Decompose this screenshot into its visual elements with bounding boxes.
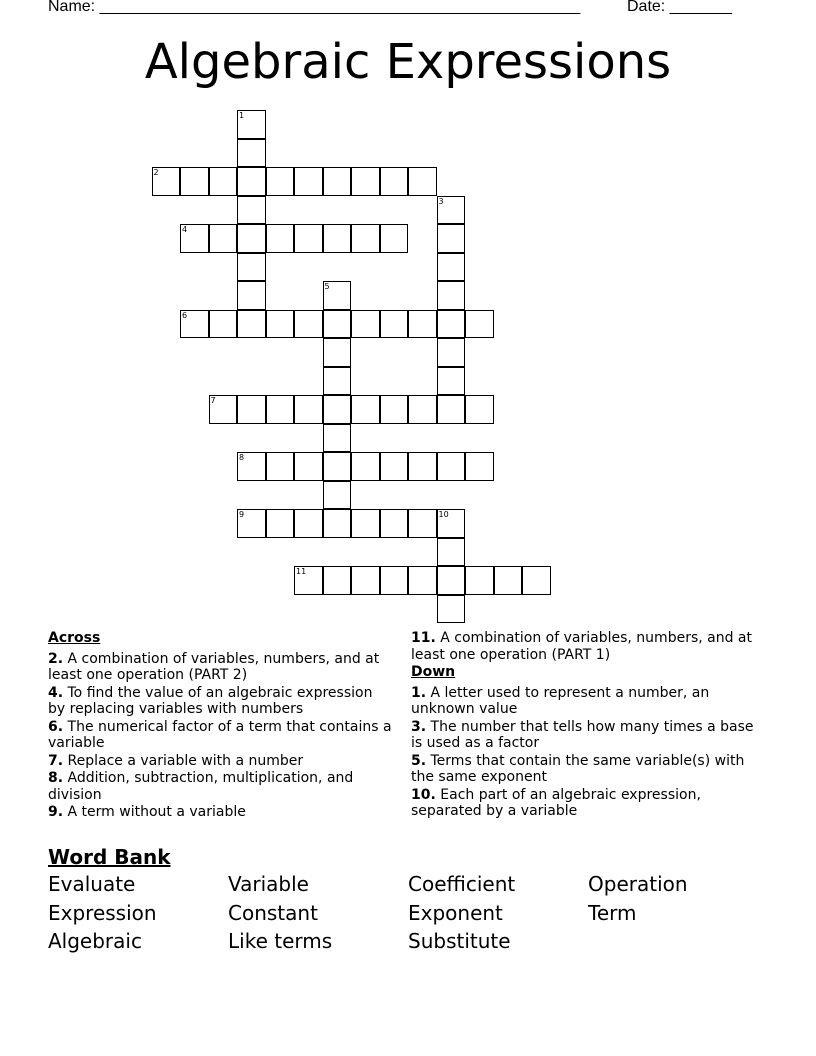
- crossword-cell[interactable]: [351, 167, 380, 196]
- clue-item: [48, 719, 393, 752]
- clue-item: [48, 651, 393, 684]
- crossword-cell[interactable]: [408, 452, 437, 481]
- clue-item-text: Each part of an algebraic expression, separated by a variable: [411, 786, 701, 819]
- crossword-cell[interactable]: [237, 452, 266, 481]
- word-bank-item: Substitute: [408, 929, 511, 953]
- clues-left-column: [48, 630, 393, 822]
- word-bank-item: Exponent: [408, 900, 503, 925]
- clue-item-number: 2.: [48, 650, 64, 667]
- clue-item-number: 5.: [411, 752, 427, 769]
- crossword-cell[interactable]: [408, 310, 437, 339]
- word-bank-item: Evaluate: [48, 872, 136, 896]
- crossword-cell[interactable]: [323, 367, 352, 396]
- crossword-cell[interactable]: [465, 566, 494, 595]
- clues-right-column: [411, 630, 756, 821]
- crossword-cell[interactable]: [437, 566, 466, 595]
- down-clue-list: [411, 685, 756, 820]
- crossword-cell[interactable]: [266, 167, 295, 196]
- crossword-cell[interactable]: [323, 509, 352, 538]
- crossword-cell[interactable]: [437, 538, 466, 567]
- word-bank-item: Constant: [228, 900, 318, 925]
- word-bank-item: Algebraic: [48, 929, 142, 953]
- crossword-cell[interactable]: [351, 509, 380, 538]
- crossword-cell[interactable]: [380, 395, 409, 424]
- clue-number: 3: [438, 196, 444, 206]
- crossword-cell[interactable]: [294, 452, 323, 481]
- crossword-cell[interactable]: [209, 395, 238, 424]
- crossword-cell[interactable]: [465, 395, 494, 424]
- word-bank-title: Word Bank: [48, 845, 171, 869]
- crossword-cell[interactable]: [351, 310, 380, 339]
- clue-item: [48, 685, 393, 718]
- crossword-cell[interactable]: [180, 167, 209, 196]
- crossword-cell[interactable]: [380, 452, 409, 481]
- clue-item-text: A combination of variables, numbers, and at least one operation (PART 2): [48, 650, 380, 683]
- clue-item-text: The number that tells how many times a base is used as a factor: [411, 718, 754, 751]
- crossword-cell[interactable]: [380, 509, 409, 538]
- crossword-cell[interactable]: [351, 566, 380, 595]
- crossword-cell[interactable]: [351, 224, 380, 253]
- crossword-cell[interactable]: [294, 566, 323, 595]
- crossword-cell[interactable]: [494, 566, 523, 595]
- down-heading: Down: [411, 664, 456, 680]
- crossword-cell[interactable]: [209, 167, 238, 196]
- word-bank-item: Expression: [48, 900, 157, 925]
- crossword-cell[interactable]: [180, 224, 209, 253]
- crossword-cell[interactable]: [266, 310, 295, 339]
- crossword-cell[interactable]: [380, 167, 409, 196]
- crossword-cell[interactable]: [408, 509, 437, 538]
- clue-number: 5: [324, 282, 330, 291]
- clue-number: 8: [239, 453, 245, 462]
- clue-item-number: 7.: [48, 752, 64, 769]
- crossword-cell[interactable]: [266, 395, 295, 424]
- crossword-cell[interactable]: [209, 224, 238, 253]
- clue-item-number: 6.: [48, 718, 64, 735]
- crossword-cell[interactable]: [323, 395, 352, 424]
- clue-item: [411, 685, 756, 718]
- crossword-cell[interactable]: [437, 595, 466, 624]
- crossword-cell[interactable]: [437, 452, 466, 481]
- crossword-cell[interactable]: [437, 338, 466, 367]
- clue-item-text: Terms that contain the same variable(s) with the same exponent: [411, 752, 745, 785]
- clue-item-text: A term without a variable: [63, 804, 246, 820]
- crossword-cell[interactable]: [266, 452, 295, 481]
- crossword-cell[interactable]: [408, 566, 437, 595]
- crossword-cell[interactable]: [437, 224, 466, 253]
- clue-item: [411, 719, 756, 752]
- clue-item-number: 11.: [411, 630, 436, 646]
- crossword-cell[interactable]: [408, 395, 437, 424]
- crossword-cell[interactable]: [323, 310, 352, 339]
- crossword-cell[interactable]: [437, 395, 466, 424]
- clue-item-text: To find the value of an algebraic expression by replacing variables with numbers: [48, 684, 373, 717]
- clue-item: [411, 630, 756, 663]
- clue-item-text: Addition, subtraction, multiplication, and division: [48, 770, 354, 803]
- word-bank-item: Variable: [228, 872, 309, 896]
- clue-item-number: 3.: [411, 718, 427, 735]
- crossword-cell[interactable]: [323, 452, 352, 481]
- across-clue-list-continued: [411, 630, 756, 663]
- clue-item: [48, 770, 393, 803]
- crossword-cell[interactable]: [380, 566, 409, 595]
- crossword-cell[interactable]: [380, 224, 409, 253]
- crossword-cell[interactable]: [437, 281, 466, 310]
- crossword-cell[interactable]: [437, 509, 466, 538]
- page-title: Algebraic Expressions: [144, 34, 672, 90]
- crossword-cell[interactable]: [237, 224, 266, 253]
- crossword-cell[interactable]: [209, 310, 238, 339]
- clue-number: 6: [182, 310, 188, 320]
- clue-item-number: 1.: [411, 684, 427, 701]
- clue-number: 4: [182, 225, 188, 234]
- clue-item-number: 10.: [411, 786, 436, 803]
- across-heading: Across: [48, 630, 101, 646]
- crossword-cell[interactable]: [237, 139, 266, 168]
- clue-item-number: 9.: [48, 804, 64, 820]
- clue-item-number: 8.: [48, 770, 64, 786]
- word-bank-item: Coefficient: [408, 872, 516, 896]
- clue-item: [48, 753, 393, 770]
- crossword-cell[interactable]: [323, 424, 352, 453]
- crossword-cell[interactable]: [465, 310, 494, 339]
- name-field-label: Name: ______________________________________________________: [48, 0, 581, 15]
- crossword-cell[interactable]: [237, 395, 266, 424]
- clue-item: [48, 804, 393, 821]
- crossword-cell[interactable]: [294, 167, 323, 196]
- crossword-cell[interactable]: [408, 167, 437, 196]
- crossword-cell[interactable]: [152, 167, 181, 196]
- clue-number: 7: [210, 396, 216, 405]
- crossword-cell[interactable]: [323, 167, 352, 196]
- crossword-cell[interactable]: [266, 509, 295, 538]
- crossword-cell[interactable]: [351, 452, 380, 481]
- word-bank-item: Operation: [588, 872, 688, 896]
- crossword-cell[interactable]: [266, 224, 295, 253]
- crossword-cell[interactable]: [323, 281, 352, 310]
- crossword-cell[interactable]: [380, 310, 409, 339]
- clue-number: 10: [438, 510, 449, 519]
- crossword-cell[interactable]: [294, 395, 323, 424]
- crossword-cell[interactable]: [237, 281, 266, 310]
- across-clue-list: [48, 651, 393, 821]
- crossword-cell[interactable]: [323, 338, 352, 367]
- clue-item: [411, 787, 756, 820]
- crossword-cell[interactable]: [437, 367, 466, 396]
- clue-number: 1: [239, 111, 245, 120]
- crossword-cell[interactable]: [294, 224, 323, 253]
- clue-item-text: A combination of variables, numbers, and at least one operation (PART 1): [411, 630, 752, 663]
- crossword-cell[interactable]: [323, 224, 352, 253]
- crossword-cell[interactable]: [237, 110, 266, 139]
- crossword-cell[interactable]: [237, 509, 266, 538]
- word-bank-item: Term: [588, 900, 637, 925]
- crossword-cell[interactable]: [437, 253, 466, 282]
- crossword-cell[interactable]: [294, 310, 323, 339]
- clue-item: [411, 753, 756, 786]
- crossword-cell[interactable]: [323, 481, 352, 510]
- clue-item-number: 4.: [48, 684, 64, 701]
- clue-item-text: A letter used to represent a number, an unknown value: [411, 684, 710, 717]
- crossword-cell[interactable]: [237, 253, 266, 282]
- clue-item-text: The numerical factor of a term that contains a variable: [48, 718, 392, 751]
- crossword-cell[interactable]: [437, 310, 466, 339]
- crossword-cell[interactable]: [237, 196, 266, 225]
- crossword-cell[interactable]: [522, 566, 551, 595]
- crossword-cell[interactable]: [351, 395, 380, 424]
- clue-number: 11: [296, 567, 307, 576]
- clue-item-text: Replace a variable with a number: [63, 752, 304, 769]
- crossword-cell[interactable]: [437, 196, 466, 225]
- crossword-cell[interactable]: [237, 310, 266, 339]
- date-field-label: Date: _______: [627, 0, 732, 15]
- crossword-cell[interactable]: [323, 566, 352, 595]
- word-bank-item: Like terms: [228, 929, 333, 953]
- crossword-cell[interactable]: [237, 167, 266, 196]
- clue-number: 2: [153, 168, 159, 177]
- clue-number: 9: [239, 510, 245, 519]
- crossword-cell[interactable]: [294, 509, 323, 538]
- crossword-cell[interactable]: [180, 310, 209, 339]
- crossword-cell[interactable]: [465, 452, 494, 481]
